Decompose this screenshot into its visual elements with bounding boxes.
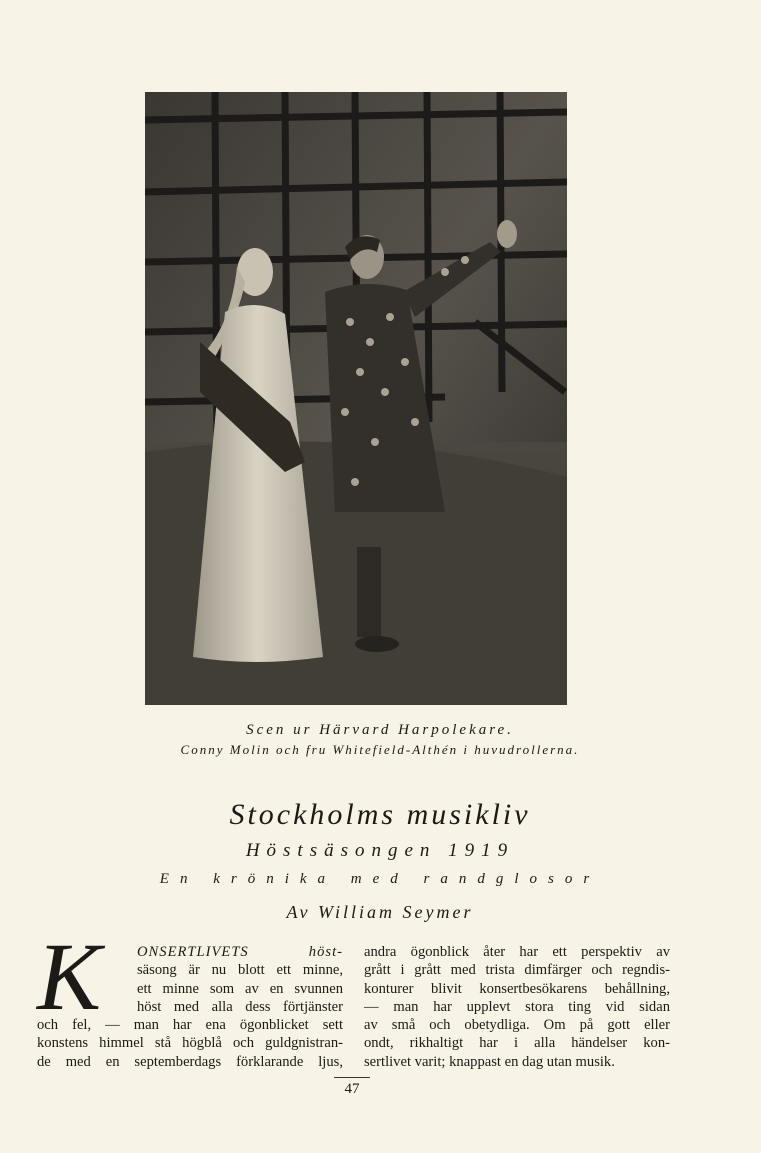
article-byline: Av William Seymer — [286, 902, 474, 922]
body-column-right — [364, 943, 670, 1071]
body-line: grått i grått med trista dimfärger och regndis- — [364, 962, 670, 979]
page-number: 47 — [344, 1081, 360, 1097]
body-line: konstens himmel stå högblå och guldgnistran- — [37, 1035, 343, 1052]
body-line: konturer blivit konsertbesökarens behållning, — [364, 980, 670, 997]
page-number-rule — [334, 1077, 370, 1078]
photo-caption-title: Scen ur Härvard Harpolekare. — [246, 722, 514, 738]
body-line: ett minne som av en svunnen — [137, 980, 343, 997]
body-line: ONSERTLIVETS höst- — [137, 944, 343, 960]
body-line: av små och obetydliga. Om på gott eller — [364, 1017, 670, 1034]
drop-cap: K — [37, 923, 102, 1030]
body-column-left — [37, 943, 343, 1071]
article-tagline: En krönika med randglosor — [159, 871, 601, 887]
article-title: Stockholms musikliv — [229, 798, 531, 831]
body-line: och fel, — man har ena ögonblicket sett — [37, 1017, 343, 1034]
body-line: de med en septemberdags förklarande ljus, — [37, 1053, 343, 1070]
body-line: — man har upplevt stora ting vid sidan — [364, 998, 670, 1015]
body-line: höst med alla dess förtjänster — [137, 998, 343, 1015]
stage-photograph — [145, 92, 567, 705]
photo-caption-credits: Conny Molin och fru Whitefield-Althén i huvudrollerna. — [180, 742, 580, 757]
body-line: andra ögonblick åter har ett perspektiv av — [364, 944, 670, 960]
body-line: sertlivet varit; knappast en dag utan musik. — [364, 1053, 615, 1070]
body-line: säsong är nu blott ett minne, — [137, 962, 343, 979]
article-subtitle: Höstsäsongen 1919 — [245, 840, 515, 861]
body-line: ondt, rikhaltigt har i alla händelser kon- — [364, 1035, 670, 1052]
